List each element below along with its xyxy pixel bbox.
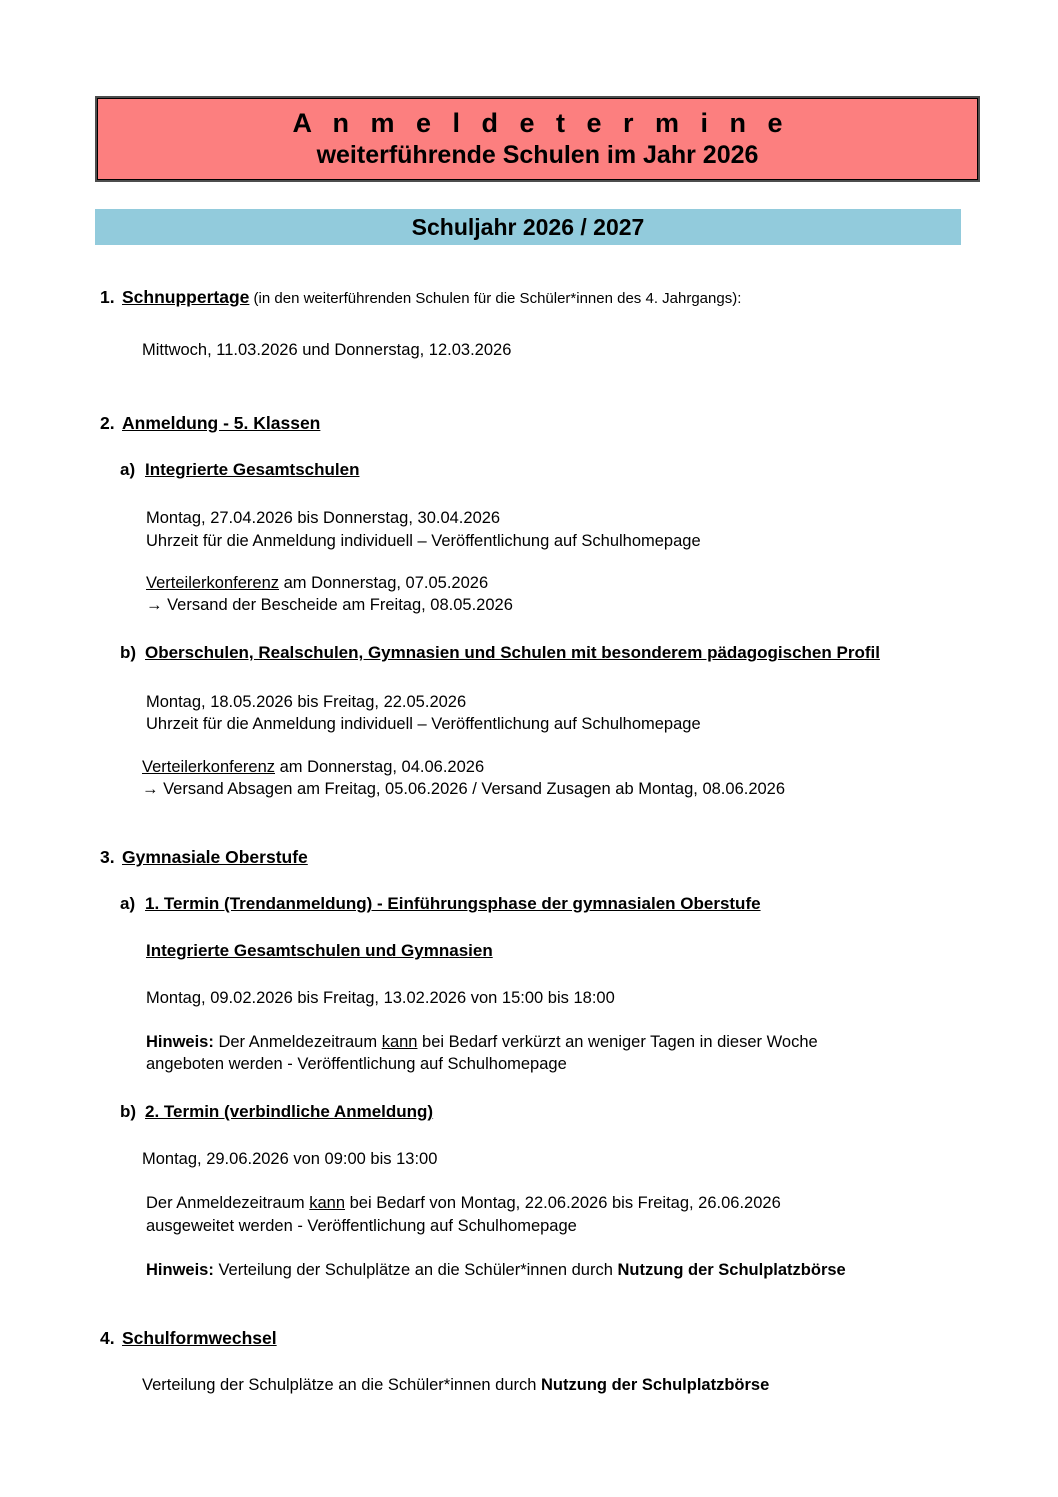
section-2 [0,412,1058,801]
section-1-heading-suffix: (in den weiterführenden Schulen für die Schüler*innen des 4. Jahrgangs): [249,290,742,307]
document-title-sub: weiterführende Schulen im Jahr 2026 [316,141,759,170]
section-3b-paragraph-2 [0,1192,1058,1214]
section-2a-heading-row [0,459,1058,482]
section-2-heading-row [0,412,1058,435]
section-1-heading: Schnuppertage [122,287,250,307]
section-3b-p2-part2: bei Bedarf von Montag, 22.06.2026 bis Freitag, 26.06.2026 [345,1194,781,1213]
section-2b-marker: b) [120,643,137,663]
section-3-heading: Gymnasiale Oberstufe [122,847,308,868]
section-3b-marker: b) [120,1102,137,1122]
section-3a-marker: a) [120,894,136,914]
section-4-heading-row [0,1327,1058,1350]
section-4-heading: Schulformwechsel [122,1328,277,1349]
document-title-main: A n m e l d e t e r m i n e [292,107,790,138]
section-4-line-text: Verteilung der Schulplätze an die Schüler*innen durch [142,1376,542,1395]
section-3b-paragraph-2-line-2: ausgeweitet werden - Veröffentlichung auf Schulhomepage [146,1216,577,1235]
section-1 [0,286,1058,362]
section-3a-line-1: Montag, 09.02.2026 bis Freitag, 13.02.2026 von 15:00 bis 18:00 [146,988,615,1007]
section-3b-heading-row [0,1101,1058,1124]
section-3b-p2-part1: Der Anmeldezeitraum [146,1194,310,1213]
section-2a-conference-row [0,572,1058,594]
section-4 [0,1327,1058,1397]
school-year-band [95,209,961,245]
section-3a-subheading-row [0,940,1058,963]
section-3a-hinweis-kann: kann [381,1032,418,1051]
section-3a-hinweis-line-2: angeboten werden - Veröffentlichung auf Schulhomepage [146,1055,567,1074]
section-3b-line-1: Montag, 29.06.2026 von 09:00 bis 13:00 [142,1150,438,1169]
section-4-number: 4. [100,1328,115,1349]
section-1-heading-row [0,286,1058,309]
section-3a-hinweis-part1: Der Anmeldezeitraum [213,1032,382,1051]
section-3b-hinweis [0,1259,1058,1281]
section-3a-heading: 1. Termin (Trendanmeldung) - Einführungsphase der gymnasialen Oberstufe [145,894,761,914]
section-2b-conference-label: Verteilerkonferenz [142,757,275,776]
section-2a-marker: a) [120,459,136,479]
section-4-line [0,1374,1058,1396]
section-2b-conference-date: am Donnerstag, 04.06.2026 [275,757,485,776]
section-3a-subheading: Integrierte Gesamtschulen und Gymnasien [146,941,493,961]
section-1-line-1: Mittwoch, 11.03.2026 und Donnerstag, 12.03.2026 [142,341,512,360]
school-year-label: Schuljahr 2026 / 2027 [411,213,645,240]
section-2a-line-1: Montag, 27.04.2026 bis Donnerstag, 30.04.2026 [146,509,501,528]
section-2b-line-2: Uhrzeit für die Anmeldung individuell – Veröffentlichung auf Schulhomepage [146,715,701,734]
section-3b-heading: 2. Termin (verbindliche Anmeldung) [145,1102,434,1122]
section-2b-arrow-line: → Versand Absagen am Freitag, 05.06.2026 / Versand Zusagen ab Montag, 08.06.2026 [142,779,786,798]
section-2-heading: Anmeldung - 5. Klassen [122,412,321,433]
section-2a-conference-label: Verteilerkonferenz [146,573,279,592]
section-2-number: 2. [100,412,115,433]
section-2a-line-2: Uhrzeit für die Anmeldung individuell – Veröffentlichung auf Schulhomepage [146,531,701,550]
section-2a-heading: Integrierte Gesamtschulen [145,459,360,479]
section-3-number: 3. [100,847,115,868]
section-3b-hinweis-text: Verteilung der Schulplätze an die Schüler*innen durch [213,1260,618,1279]
section-1-number: 1. [100,287,115,307]
section-2a-arrow-line: → Versand der Bescheide am Freitag, 08.05.2026 [146,596,513,615]
section-3b-p2-kann: kann [309,1194,346,1213]
section-3a-hinweis [0,1031,1058,1053]
section-3b-hinweis-label: Hinweis: [146,1260,214,1279]
section-2b-conference-row [0,756,1058,778]
section-3a-heading-row [0,893,1058,916]
section-2b-heading: Oberschulen, Realschulen, Gymnasien und Schulen mit besonderem pädagogischen Profil [145,643,880,663]
section-2a-conference-date: am Donnerstag, 07.05.2026 [279,573,489,592]
section-4-line-bold: Nutzung der Schulplatzbörse [541,1376,770,1395]
section-1-heading-wrap [122,286,741,309]
section-3-heading-row [0,846,1058,869]
section-3a-hinweis-part2: bei Bedarf verkürzt an weniger Tagen in dieser Woche [417,1032,818,1051]
section-3 [0,846,1058,1281]
title-banner [95,96,980,182]
section-2b-line-1: Montag, 18.05.2026 bis Freitag, 22.05.2026 [146,693,467,712]
document-body [0,286,1058,1397]
section-2b-heading-row [0,642,1058,665]
section-3b-hinweis-bold: Nutzung der Schulplatzbörse [617,1260,846,1279]
section-3a-hinweis-label: Hinweis: [146,1032,214,1051]
